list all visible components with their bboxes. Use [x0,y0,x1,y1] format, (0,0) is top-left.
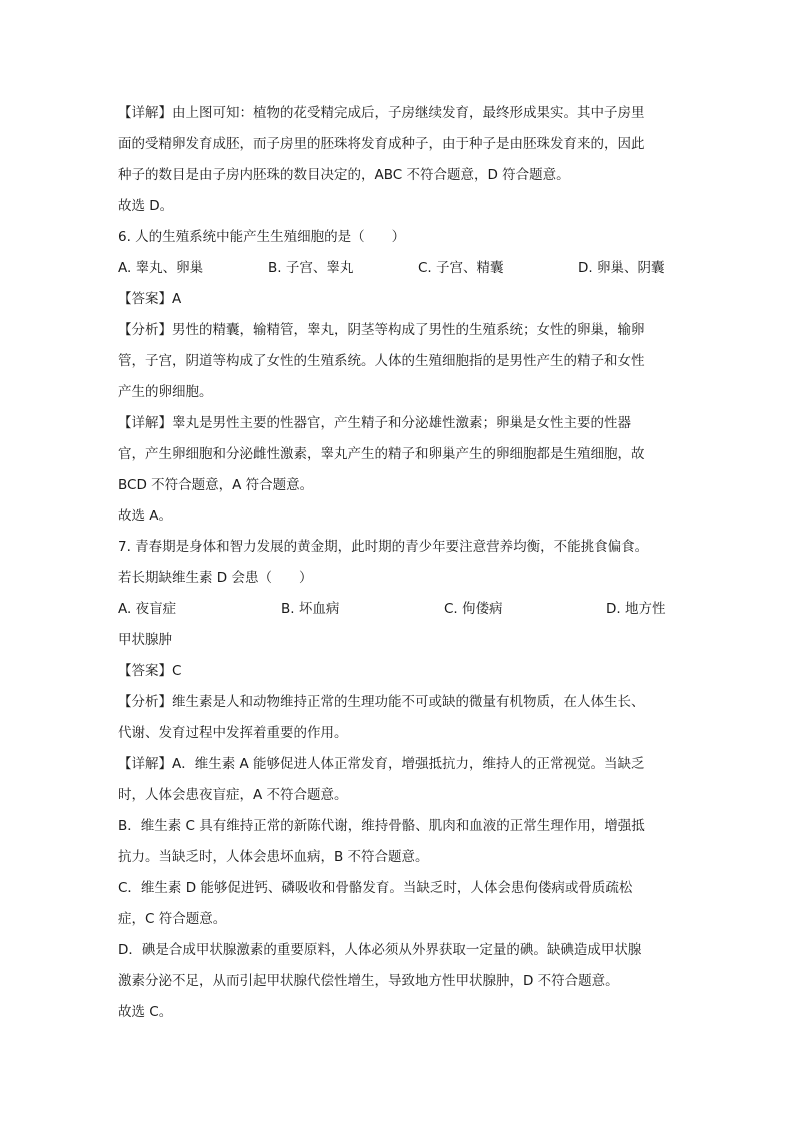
question-7-stem: 若长期缺维生素 D 会患（ ） [118,570,313,586]
analysis-line: 产生的卵细胞。 [118,384,213,400]
explanation-line: 症，C 符合题意。 [118,911,227,927]
option-a: A. 夜盲症 [118,601,177,617]
option-b: B. 子宫、睾丸 [268,260,354,276]
question-6-stem: 6. 人的生殖系统中能产生生殖细胞的是（ ） [118,229,406,245]
explanation-line: 激素分泌不足，从而引起甲状腺代偿性增生，导致地方性甲状腺肿，D 不符合题意。 [118,973,619,989]
explanation-line: 【详解】A．维生素 A 能够促进人体正常发育，增强抵抗力，维持人的正常视觉。当缺乏 [118,756,645,772]
option-d-wrap: 甲状腺肿 [118,632,172,648]
analysis-line: 【分析】男性的精囊，输精管，睾丸，阴茎等构成了男性的生殖系统；女性的卵巢，输卵 [118,322,645,338]
text-line: 面的受精卵发育成胚，而子房里的胚珠将发育成种子，由于种子是由胚珠发育来的，因此 [118,136,645,152]
explanation-line: 官，产生卵细胞和分泌雌性激素，睾丸产生的精子和卵巢产生的卵细胞都是生殖细胞，故 [118,446,645,462]
explanation-line: 抗力。当缺乏时，人体会患坏血病，B 不符合题意。 [118,849,429,865]
option-a: A. 睾丸、卵巢 [118,260,204,276]
option-c: C. 佝偻病 [444,601,503,617]
option-b: B. 坏血病 [281,601,340,617]
choice-line: 故选 A。 [118,508,173,524]
text-line: 故选 D。 [118,198,174,214]
text-line: 【详解】由上图可知：植物的花受精完成后，子房继续发育，最终形成果实。其中子房里 [118,105,645,121]
option-d: D. 地方性 [606,601,666,617]
answer-line: 【答案】A [118,291,182,307]
explanation-line: D．碘是合成甲状腺激素的重要原料，人体必须从外界获取一定量的碘。缺碘造成甲状腺 [118,942,642,958]
option-d: D. 卵巢、阴囊 [578,260,665,276]
text-line: 种子的数目是由子房内胚珠的数目决定的，ABC 不符合题意，D 符合题意。 [118,167,570,183]
question-7-options [118,594,674,625]
explanation-line: BCD 不符合题意，A 符合题意。 [118,477,314,493]
analysis-line: 管，子宫，阴道等构成了女性的生殖系统。人体的生殖细胞指的是男性产生的精子和女性 [118,353,645,369]
question-6-options [118,253,674,284]
choice-line: 故选 C。 [118,1004,173,1020]
option-c: C. 子宫、精囊 [418,260,504,276]
explanation-line: 时，人体会患夜盲症，A 不符合题意。 [118,787,348,803]
analysis-line: 代谢、发育过程中发挥着重要的作用。 [118,725,348,741]
question-7-stem: 7. 青春期是身体和智力发展的黄金期，此时期的青少年要注意营养均衡，不能挑食偏食。 [118,539,649,555]
explanation-line: 【详解】睾丸是男性主要的性器官，产生精子和分泌雄性激素；卵巢是女性主要的性器 [118,415,631,431]
answer-line: 【答案】C [118,663,182,679]
explanation-line: B．维生素 C 具有维持正常的新陈代谢，维持骨骼、肌肉和血液的正常生理作用，增强抵 [118,818,645,834]
analysis-line: 【分析】维生素是人和动物维持正常的生理功能不可或缺的微量有机物质，在人体生长、 [118,694,645,710]
document-page [118,98,674,1028]
explanation-line: C．维生素 D 能够促进钙、磷吸收和骨骼发育。当缺乏时，人体会患佝偻病或骨质疏松 [118,880,633,896]
